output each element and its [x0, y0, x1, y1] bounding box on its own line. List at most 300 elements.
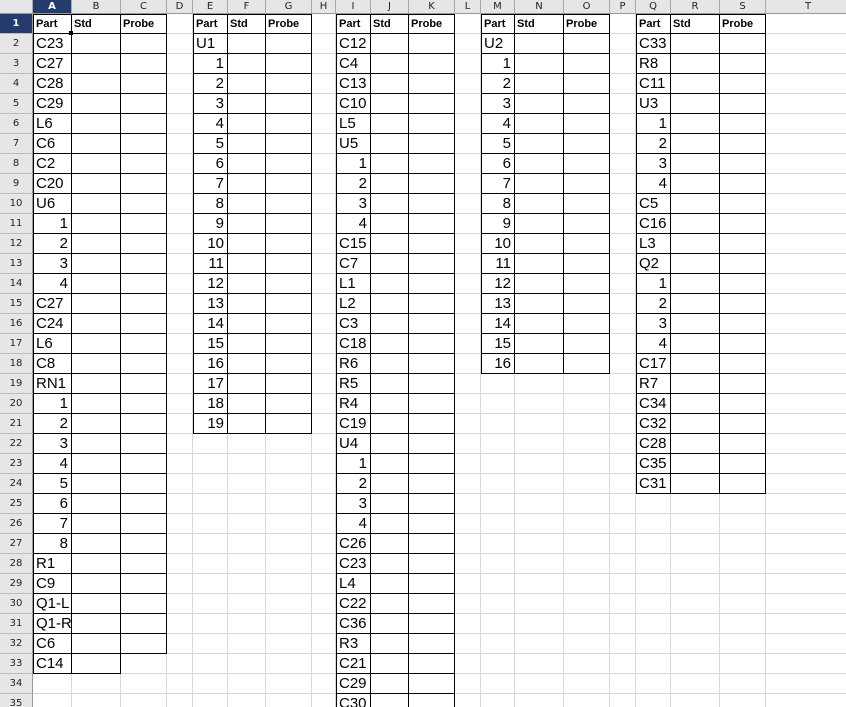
- column-header-e[interactable]: E: [193, 0, 228, 14]
- cell-j26[interactable]: [371, 514, 409, 534]
- cell-r25[interactable]: [671, 494, 720, 514]
- cell-t5[interactable]: [766, 94, 846, 114]
- cell-p4[interactable]: [610, 74, 636, 94]
- cell-j35[interactable]: [371, 694, 409, 707]
- cell-h4[interactable]: [312, 74, 336, 94]
- cell-f18[interactable]: [228, 354, 266, 374]
- cell-g30[interactable]: [266, 594, 312, 614]
- cell-r15[interactable]: [671, 294, 720, 314]
- cell-n21[interactable]: [515, 414, 564, 434]
- cell-c1[interactable]: [121, 14, 167, 34]
- cell-a29[interactable]: [33, 574, 72, 594]
- cell-d22[interactable]: [167, 434, 193, 454]
- row-header-26[interactable]: 26: [0, 514, 33, 534]
- cell-o29[interactable]: [564, 574, 610, 594]
- cell-l17[interactable]: [455, 334, 481, 354]
- cell-l3[interactable]: [455, 54, 481, 74]
- cell-h25[interactable]: [312, 494, 336, 514]
- cell-g31[interactable]: [266, 614, 312, 634]
- cell-t26[interactable]: [766, 514, 846, 534]
- cell-r20[interactable]: [671, 394, 720, 414]
- row-header-29[interactable]: 29: [0, 574, 33, 594]
- cell-o14[interactable]: [564, 274, 610, 294]
- cell-k32[interactable]: [409, 634, 455, 654]
- cell-n20[interactable]: [515, 394, 564, 414]
- row-header-13[interactable]: 13: [0, 254, 33, 274]
- cell-i31[interactable]: [336, 614, 371, 634]
- cell-f14[interactable]: [228, 274, 266, 294]
- cell-r12[interactable]: [671, 234, 720, 254]
- cell-q16[interactable]: [636, 314, 671, 334]
- cell-k16[interactable]: [409, 314, 455, 334]
- cell-k17[interactable]: [409, 334, 455, 354]
- cell-a25[interactable]: [33, 494, 72, 514]
- cell-j20[interactable]: [371, 394, 409, 414]
- cell-a13[interactable]: [33, 254, 72, 274]
- cell-l35[interactable]: [455, 694, 481, 707]
- cell-j25[interactable]: [371, 494, 409, 514]
- cell-n24[interactable]: [515, 474, 564, 494]
- cell-n32[interactable]: [515, 634, 564, 654]
- cell-c11[interactable]: [121, 214, 167, 234]
- cell-t14[interactable]: [766, 274, 846, 294]
- cell-p14[interactable]: [610, 274, 636, 294]
- cell-l13[interactable]: [455, 254, 481, 274]
- cell-q28[interactable]: [636, 554, 671, 574]
- cell-g18[interactable]: [266, 354, 312, 374]
- cell-c15[interactable]: [121, 294, 167, 314]
- cell-q13[interactable]: [636, 254, 671, 274]
- cell-m24[interactable]: [481, 474, 515, 494]
- cell-h28[interactable]: [312, 554, 336, 574]
- cell-m26[interactable]: [481, 514, 515, 534]
- cell-r10[interactable]: [671, 194, 720, 214]
- cell-q23[interactable]: [636, 454, 671, 474]
- cell-g1[interactable]: [266, 14, 312, 34]
- cell-r8[interactable]: [671, 154, 720, 174]
- cell-g4[interactable]: [266, 74, 312, 94]
- cell-r2[interactable]: [671, 34, 720, 54]
- cell-p20[interactable]: [610, 394, 636, 414]
- row-header-18[interactable]: 18: [0, 354, 33, 374]
- cell-e8[interactable]: [193, 154, 228, 174]
- cell-r29[interactable]: [671, 574, 720, 594]
- cell-h7[interactable]: [312, 134, 336, 154]
- column-header-i[interactable]: I: [336, 0, 371, 14]
- cell-e10[interactable]: [193, 194, 228, 214]
- cell-n6[interactable]: [515, 114, 564, 134]
- cell-o31[interactable]: [564, 614, 610, 634]
- column-header-o[interactable]: O: [564, 0, 610, 14]
- cell-j28[interactable]: [371, 554, 409, 574]
- cell-i16[interactable]: [336, 314, 371, 334]
- cell-q11[interactable]: [636, 214, 671, 234]
- cell-i24[interactable]: [336, 474, 371, 494]
- cell-m34[interactable]: [481, 674, 515, 694]
- cell-q31[interactable]: [636, 614, 671, 634]
- cell-t18[interactable]: [766, 354, 846, 374]
- cell-t6[interactable]: [766, 114, 846, 134]
- cell-d34[interactable]: [167, 674, 193, 694]
- cell-e31[interactable]: [193, 614, 228, 634]
- cell-h24[interactable]: [312, 474, 336, 494]
- cell-f22[interactable]: [228, 434, 266, 454]
- cell-f7[interactable]: [228, 134, 266, 154]
- cell-b30[interactable]: [72, 594, 121, 614]
- cell-i2[interactable]: [336, 34, 371, 54]
- cell-p8[interactable]: [610, 154, 636, 174]
- cell-d6[interactable]: [167, 114, 193, 134]
- cell-e26[interactable]: [193, 514, 228, 534]
- cell-d15[interactable]: [167, 294, 193, 314]
- cell-t2[interactable]: [766, 34, 846, 54]
- cell-e35[interactable]: [193, 694, 228, 707]
- cell-e21[interactable]: [193, 414, 228, 434]
- cell-p24[interactable]: [610, 474, 636, 494]
- cell-j31[interactable]: [371, 614, 409, 634]
- cell-t31[interactable]: [766, 614, 846, 634]
- cell-s35[interactable]: [720, 694, 766, 707]
- cell-t13[interactable]: [766, 254, 846, 274]
- cell-j19[interactable]: [371, 374, 409, 394]
- cell-l4[interactable]: [455, 74, 481, 94]
- row-header-32[interactable]: 32: [0, 634, 33, 654]
- cell-m5[interactable]: [481, 94, 515, 114]
- cell-q2[interactable]: [636, 34, 671, 54]
- cell-s16[interactable]: [720, 314, 766, 334]
- cell-c20[interactable]: [121, 394, 167, 414]
- cell-g16[interactable]: [266, 314, 312, 334]
- cell-i9[interactable]: [336, 174, 371, 194]
- cell-k14[interactable]: [409, 274, 455, 294]
- cell-b16[interactable]: [72, 314, 121, 334]
- cell-k34[interactable]: [409, 674, 455, 694]
- column-header-g[interactable]: G: [266, 0, 312, 14]
- cell-f25[interactable]: [228, 494, 266, 514]
- cell-n7[interactable]: [515, 134, 564, 154]
- cell-r32[interactable]: [671, 634, 720, 654]
- cell-p17[interactable]: [610, 334, 636, 354]
- column-header-s[interactable]: S: [720, 0, 766, 14]
- cell-g22[interactable]: [266, 434, 312, 454]
- cell-a6[interactable]: [33, 114, 72, 134]
- cell-o23[interactable]: [564, 454, 610, 474]
- cell-h17[interactable]: [312, 334, 336, 354]
- cell-l33[interactable]: [455, 654, 481, 674]
- cell-r33[interactable]: [671, 654, 720, 674]
- cell-d16[interactable]: [167, 314, 193, 334]
- row-header-14[interactable]: 14: [0, 274, 33, 294]
- cell-c18[interactable]: [121, 354, 167, 374]
- cell-j29[interactable]: [371, 574, 409, 594]
- cell-r24[interactable]: [671, 474, 720, 494]
- cell-s20[interactable]: [720, 394, 766, 414]
- cell-b7[interactable]: [72, 134, 121, 154]
- cell-m30[interactable]: [481, 594, 515, 614]
- cell-d2[interactable]: [167, 34, 193, 54]
- cell-d19[interactable]: [167, 374, 193, 394]
- cell-s30[interactable]: [720, 594, 766, 614]
- cell-e22[interactable]: [193, 434, 228, 454]
- cell-j24[interactable]: [371, 474, 409, 494]
- cell-n18[interactable]: [515, 354, 564, 374]
- cell-i5[interactable]: [336, 94, 371, 114]
- cell-l34[interactable]: [455, 674, 481, 694]
- cell-g12[interactable]: [266, 234, 312, 254]
- cell-r1[interactable]: [671, 14, 720, 34]
- cell-r17[interactable]: [671, 334, 720, 354]
- row-header-17[interactable]: 17: [0, 334, 33, 354]
- cell-n8[interactable]: [515, 154, 564, 174]
- column-header-l[interactable]: L: [455, 0, 481, 14]
- cell-f1[interactable]: [228, 14, 266, 34]
- cell-t24[interactable]: [766, 474, 846, 494]
- cell-h33[interactable]: [312, 654, 336, 674]
- cell-e3[interactable]: [193, 54, 228, 74]
- cell-p10[interactable]: [610, 194, 636, 214]
- cell-f32[interactable]: [228, 634, 266, 654]
- cell-p18[interactable]: [610, 354, 636, 374]
- cell-j22[interactable]: [371, 434, 409, 454]
- cell-m18[interactable]: [481, 354, 515, 374]
- cell-b14[interactable]: [72, 274, 121, 294]
- cell-n29[interactable]: [515, 574, 564, 594]
- cell-o10[interactable]: [564, 194, 610, 214]
- row-header-2[interactable]: 2: [0, 34, 33, 54]
- cell-r27[interactable]: [671, 534, 720, 554]
- cell-j17[interactable]: [371, 334, 409, 354]
- cell-f10[interactable]: [228, 194, 266, 214]
- cell-c22[interactable]: [121, 434, 167, 454]
- cell-r28[interactable]: [671, 554, 720, 574]
- cell-j8[interactable]: [371, 154, 409, 174]
- cell-e32[interactable]: [193, 634, 228, 654]
- cell-s10[interactable]: [720, 194, 766, 214]
- row-header-33[interactable]: 33: [0, 654, 33, 674]
- cell-c31[interactable]: [121, 614, 167, 634]
- cell-i33[interactable]: [336, 654, 371, 674]
- cell-f31[interactable]: [228, 614, 266, 634]
- cell-a3[interactable]: [33, 54, 72, 74]
- cell-b2[interactable]: [72, 34, 121, 54]
- cell-j21[interactable]: [371, 414, 409, 434]
- cell-a32[interactable]: [33, 634, 72, 654]
- cell-a26[interactable]: [33, 514, 72, 534]
- cell-d30[interactable]: [167, 594, 193, 614]
- cell-p29[interactable]: [610, 574, 636, 594]
- cell-m11[interactable]: [481, 214, 515, 234]
- cell-t23[interactable]: [766, 454, 846, 474]
- cell-i26[interactable]: [336, 514, 371, 534]
- row-header-12[interactable]: 12: [0, 234, 33, 254]
- cell-s13[interactable]: [720, 254, 766, 274]
- cell-e23[interactable]: [193, 454, 228, 474]
- cell-t33[interactable]: [766, 654, 846, 674]
- cell-i25[interactable]: [336, 494, 371, 514]
- cell-j1[interactable]: [371, 14, 409, 34]
- cell-i28[interactable]: [336, 554, 371, 574]
- cell-r35[interactable]: [671, 694, 720, 707]
- cell-p5[interactable]: [610, 94, 636, 114]
- cell-a28[interactable]: [33, 554, 72, 574]
- cell-g15[interactable]: [266, 294, 312, 314]
- cell-q15[interactable]: [636, 294, 671, 314]
- cell-g14[interactable]: [266, 274, 312, 294]
- cell-s12[interactable]: [720, 234, 766, 254]
- cell-b10[interactable]: [72, 194, 121, 214]
- cell-a16[interactable]: [33, 314, 72, 334]
- cell-k4[interactable]: [409, 74, 455, 94]
- cell-f16[interactable]: [228, 314, 266, 334]
- cell-h13[interactable]: [312, 254, 336, 274]
- cell-r34[interactable]: [671, 674, 720, 694]
- cell-e17[interactable]: [193, 334, 228, 354]
- cell-f33[interactable]: [228, 654, 266, 674]
- cell-a9[interactable]: [33, 174, 72, 194]
- cell-g27[interactable]: [266, 534, 312, 554]
- cell-t32[interactable]: [766, 634, 846, 654]
- cell-t17[interactable]: [766, 334, 846, 354]
- cell-m17[interactable]: [481, 334, 515, 354]
- cell-t28[interactable]: [766, 554, 846, 574]
- cell-o30[interactable]: [564, 594, 610, 614]
- cell-n31[interactable]: [515, 614, 564, 634]
- cell-s5[interactable]: [720, 94, 766, 114]
- cell-cursor-handle[interactable]: [69, 31, 73, 35]
- cell-l12[interactable]: [455, 234, 481, 254]
- cell-o28[interactable]: [564, 554, 610, 574]
- cell-h15[interactable]: [312, 294, 336, 314]
- cell-b24[interactable]: [72, 474, 121, 494]
- cell-t34[interactable]: [766, 674, 846, 694]
- cell-r9[interactable]: [671, 174, 720, 194]
- cell-a10[interactable]: [33, 194, 72, 214]
- cell-t30[interactable]: [766, 594, 846, 614]
- cell-g26[interactable]: [266, 514, 312, 534]
- cell-c29[interactable]: [121, 574, 167, 594]
- cell-q35[interactable]: [636, 694, 671, 707]
- row-header-35[interactable]: 35: [0, 694, 33, 707]
- cell-n28[interactable]: [515, 554, 564, 574]
- cell-d13[interactable]: [167, 254, 193, 274]
- cell-m33[interactable]: [481, 654, 515, 674]
- cell-d24[interactable]: [167, 474, 193, 494]
- cell-o34[interactable]: [564, 674, 610, 694]
- column-header-r[interactable]: R: [671, 0, 720, 14]
- cell-a17[interactable]: [33, 334, 72, 354]
- cell-d27[interactable]: [167, 534, 193, 554]
- cell-g13[interactable]: [266, 254, 312, 274]
- cell-p11[interactable]: [610, 214, 636, 234]
- cell-k2[interactable]: [409, 34, 455, 54]
- cell-a19[interactable]: [33, 374, 72, 394]
- cell-o33[interactable]: [564, 654, 610, 674]
- cell-f26[interactable]: [228, 514, 266, 534]
- cell-h14[interactable]: [312, 274, 336, 294]
- cell-c7[interactable]: [121, 134, 167, 154]
- cell-n9[interactable]: [515, 174, 564, 194]
- cell-i11[interactable]: [336, 214, 371, 234]
- cell-p2[interactable]: [610, 34, 636, 54]
- cell-d11[interactable]: [167, 214, 193, 234]
- cell-b35[interactable]: [72, 694, 121, 707]
- cell-a12[interactable]: [33, 234, 72, 254]
- cell-b17[interactable]: [72, 334, 121, 354]
- cell-o20[interactable]: [564, 394, 610, 414]
- cell-t29[interactable]: [766, 574, 846, 594]
- cell-h22[interactable]: [312, 434, 336, 454]
- cell-l20[interactable]: [455, 394, 481, 414]
- cell-j4[interactable]: [371, 74, 409, 94]
- cell-e28[interactable]: [193, 554, 228, 574]
- cell-c13[interactable]: [121, 254, 167, 274]
- cell-e25[interactable]: [193, 494, 228, 514]
- cell-r6[interactable]: [671, 114, 720, 134]
- cell-n33[interactable]: [515, 654, 564, 674]
- cell-c6[interactable]: [121, 114, 167, 134]
- cell-c32[interactable]: [121, 634, 167, 654]
- cell-h18[interactable]: [312, 354, 336, 374]
- cell-s29[interactable]: [720, 574, 766, 594]
- cell-g8[interactable]: [266, 154, 312, 174]
- cell-i21[interactable]: [336, 414, 371, 434]
- cell-q17[interactable]: [636, 334, 671, 354]
- column-header-d[interactable]: D: [167, 0, 193, 14]
- cell-l32[interactable]: [455, 634, 481, 654]
- cell-b19[interactable]: [72, 374, 121, 394]
- cell-j34[interactable]: [371, 674, 409, 694]
- cell-b28[interactable]: [72, 554, 121, 574]
- cell-t22[interactable]: [766, 434, 846, 454]
- cell-d20[interactable]: [167, 394, 193, 414]
- cell-l22[interactable]: [455, 434, 481, 454]
- cell-k22[interactable]: [409, 434, 455, 454]
- cell-q4[interactable]: [636, 74, 671, 94]
- cell-l14[interactable]: [455, 274, 481, 294]
- cell-n4[interactable]: [515, 74, 564, 94]
- cell-l26[interactable]: [455, 514, 481, 534]
- cell-f2[interactable]: [228, 34, 266, 54]
- cell-q12[interactable]: [636, 234, 671, 254]
- cell-c12[interactable]: [121, 234, 167, 254]
- cell-k1[interactable]: [409, 14, 455, 34]
- row-header-6[interactable]: 6: [0, 114, 33, 134]
- cell-f5[interactable]: [228, 94, 266, 114]
- cell-k31[interactable]: [409, 614, 455, 634]
- cell-j32[interactable]: [371, 634, 409, 654]
- cell-e15[interactable]: [193, 294, 228, 314]
- cell-k27[interactable]: [409, 534, 455, 554]
- cell-b27[interactable]: [72, 534, 121, 554]
- cell-d33[interactable]: [167, 654, 193, 674]
- cell-m4[interactable]: [481, 74, 515, 94]
- cell-n11[interactable]: [515, 214, 564, 234]
- cell-d32[interactable]: [167, 634, 193, 654]
- cell-m6[interactable]: [481, 114, 515, 134]
- cell-m21[interactable]: [481, 414, 515, 434]
- cell-i8[interactable]: [336, 154, 371, 174]
- cell-c5[interactable]: [121, 94, 167, 114]
- cell-j3[interactable]: [371, 54, 409, 74]
- cell-a15[interactable]: [33, 294, 72, 314]
- cell-e20[interactable]: [193, 394, 228, 414]
- cell-f23[interactable]: [228, 454, 266, 474]
- cell-q27[interactable]: [636, 534, 671, 554]
- row-header-16[interactable]: 16: [0, 314, 33, 334]
- cell-o17[interactable]: [564, 334, 610, 354]
- cell-s34[interactable]: [720, 674, 766, 694]
- cell-c14[interactable]: [121, 274, 167, 294]
